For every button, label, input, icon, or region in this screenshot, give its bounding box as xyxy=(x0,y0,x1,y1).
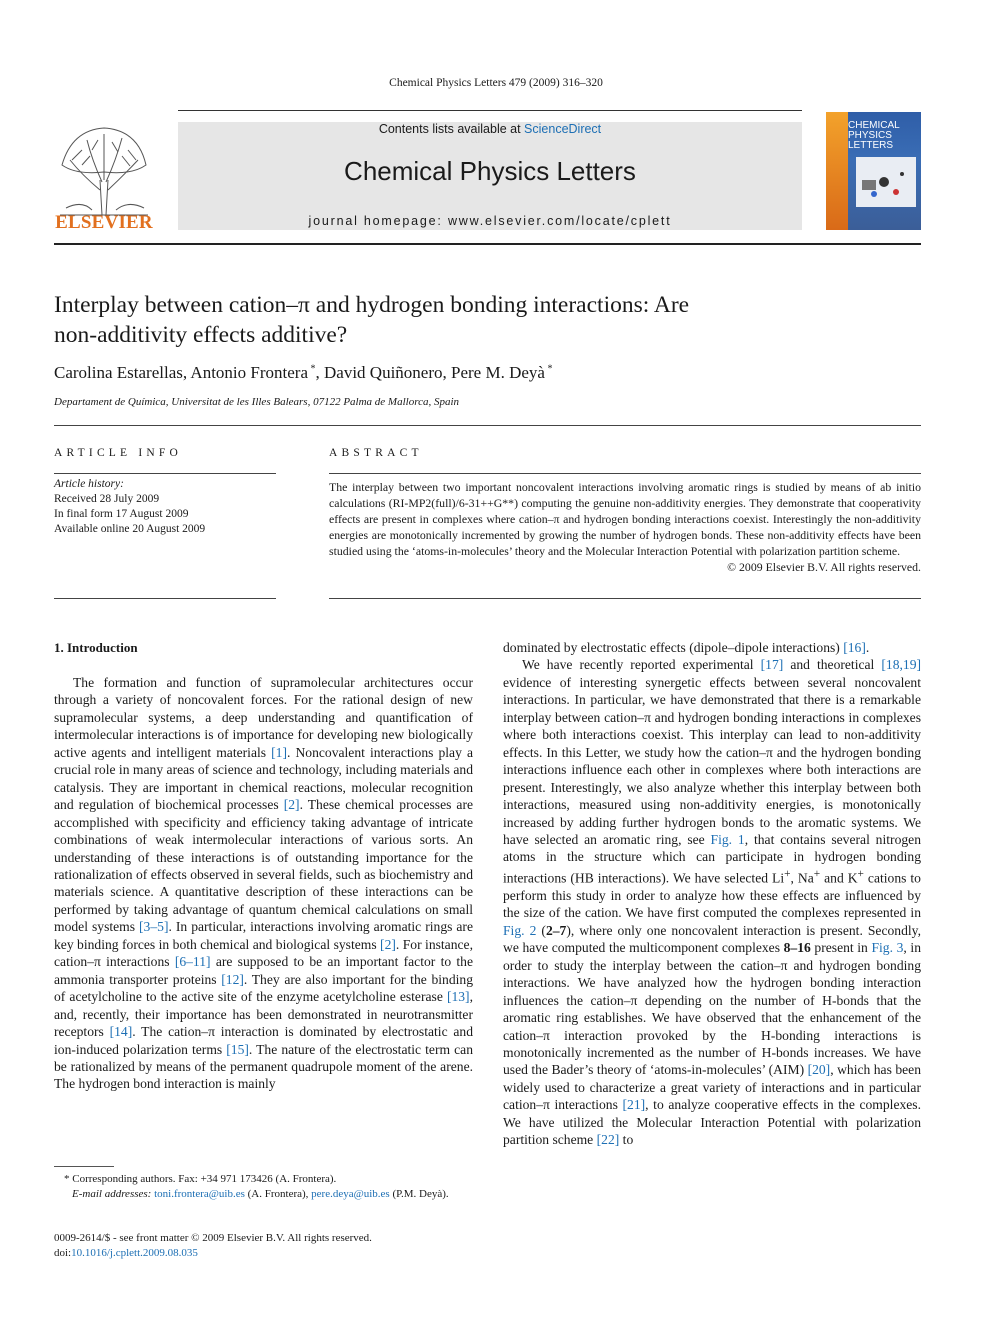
superscript: + xyxy=(857,867,864,880)
abstract-copyright: © 2009 Elsevier B.V. All rights reserved. xyxy=(727,560,921,574)
body-column-right xyxy=(503,639,921,1149)
paragraph xyxy=(54,674,473,1093)
figure-link[interactable]: Fig. 3 xyxy=(871,940,904,956)
contents-line xyxy=(178,122,802,136)
received-date: Received 28 July 2009 xyxy=(54,493,160,505)
paragraph xyxy=(503,639,921,656)
email-note xyxy=(54,1187,473,1202)
sciencedirect-link[interactable]: ScienceDirect xyxy=(524,122,602,136)
text-run: , which has been widely used to characterize a great variety of interactions and in particular cation–π interactions xyxy=(503,1062,921,1113)
email-link[interactable]: toni.frontera@uib.es xyxy=(154,1188,245,1200)
citation-link[interactable]: [14] xyxy=(109,1024,133,1040)
text-run: . Noncovalent interactions play a crucial role in many areas of science and technology, including materials and catalysis. They are important in chemical reactions, molecular recognition and regulation of biochemical processes xyxy=(54,744,473,813)
cover-title xyxy=(848,121,900,151)
cover-title-line: CHEMICAL xyxy=(848,120,900,131)
history-label: Article history: xyxy=(54,478,124,490)
text-run: , in order to study the interplay between the cation–π and hydrogen bonding interactions. We have analyzed how the hydrogen bonding interaction influences the cation–π depending on the number of H-bonds that the aromatic ring establishes. We have observed that the enhancement of the cation–π interaction provoked by the H-bonding interactions is monotonically incremented as the number of H-bonds increases. We have used the Bader’s theory of ‘atoms-in-molecules’ (AIM) xyxy=(503,940,922,1078)
doi-link[interactable]: 10.1016/j.cplett.2009.08.035 xyxy=(71,1247,198,1259)
text-run: . The nature of the electrostatic term can be rationalized by means of the permanent quadrupole moment of the arene. The hydrogen bond interaction is mainly xyxy=(54,1041,473,1092)
authors-part: , David Quiñonero, Pere M. Deyà xyxy=(315,363,545,382)
article-info-heading: ARTICLE INFO xyxy=(54,447,182,459)
text-run: . xyxy=(865,640,870,655)
abstract-body xyxy=(329,479,921,575)
text-run: , and, recently, their importance has been demonstrated in neurotransmitter receptors xyxy=(54,989,473,1040)
citation-link[interactable]: [13] xyxy=(446,989,470,1005)
superscript: + xyxy=(813,867,821,880)
title-line: Interplay between cation–π and hydrogen bonding interactions: Are xyxy=(54,292,690,318)
citation-link[interactable]: [22] xyxy=(596,1132,620,1148)
citation-link[interactable]: [3–5] xyxy=(139,919,169,935)
body-column-left xyxy=(54,674,473,1093)
text-run: ( xyxy=(536,922,546,938)
online-date: Available online 20 August 2009 xyxy=(54,523,206,535)
citation-link[interactable]: [12] xyxy=(221,971,244,987)
cover-title-line: PHYSICS xyxy=(848,130,892,141)
corresponding-note: * Corresponding authors. Fax: +34 971 173426 (A. Frontera). xyxy=(64,1173,337,1185)
text-run: evidence of interesting synergetic effects between several noncovalent interactions. In particular, we have demonstrated that there is a remarkable interplay between cation–π and hydrogen bonding interactions in complexes where both interactions coexist. This interplay can lead to non-additivity effects. In this Letter, we study how the cation–π and the hydrogen bonding interactions influence each other in complexes where both interactions are present. Interestingly, we also analyze whether this interplay between both interactions, measured using non-additivity energies, is monotonically increased by adding further hydrogen bonds to the aromatic systems. We have selected an aromatic ring, see xyxy=(503,674,921,847)
issn-line: 0009-2614/$ - see front matter © 2009 Elsevier B.V. All rights reserved. xyxy=(54,1232,372,1244)
footnote-rule xyxy=(54,1166,114,1167)
journal-homepage[interactable]: journal homepage: www.elsevier.com/locate/cplett xyxy=(308,214,672,228)
abstract-heading: ABSTRACT xyxy=(329,447,423,459)
text-run: . These chemical processes are accomplished with specificity and efficiency taking advantage of intricate combinations of weak intermolecular interactions of various sorts. An understanding of these interactions is of outstanding importance for the rationalization of effects observed in several fields, such as biochemistry and materials science. A quantitative description of these interactions can be performed by taking advantage of quantum chemical calculations on small model systems xyxy=(54,797,474,935)
superscript: + xyxy=(784,867,791,880)
contents-prefix: Contents lists available at xyxy=(378,122,525,136)
text-run: (P.M. Deyà). xyxy=(389,1188,449,1200)
citation-link[interactable]: [1] xyxy=(271,744,287,760)
doi-label: doi: xyxy=(54,1247,72,1259)
text-run: . For instance, cation–π interactions xyxy=(54,936,473,970)
divider xyxy=(54,473,276,474)
final-form-date: In final form 17 August 2009 xyxy=(54,508,189,520)
article-title xyxy=(54,290,914,350)
running-header: Chemical Physics Letters 479 (2009) 316–320 xyxy=(389,77,603,89)
text-run: ), where only one noncovalent interaction is present. Secondly, we have computed the multicomponent complexes xyxy=(503,922,921,956)
citation-link[interactable]: [20] xyxy=(807,1062,831,1078)
text-run: cations to perform this study in order to analyze how these effects are influenced by the size of the cation. We have first computed the complexes represented in xyxy=(503,870,921,921)
corresponding-mark[interactable]: * xyxy=(544,363,553,375)
publisher-wordmark: ELSEVIER xyxy=(55,212,153,233)
text-run: and theoretical xyxy=(783,657,882,673)
text-run: dominated by electrostatic effects (dipole–dipole interactions) xyxy=(503,640,844,655)
header-rule-bottom xyxy=(54,243,921,245)
citation-link[interactable]: [16] xyxy=(843,640,866,655)
email-label: E-mail addresses: xyxy=(72,1188,152,1200)
bottom-meta xyxy=(54,1231,554,1261)
text-run: , that contains several nitrogen atoms in the structure which can participate in hydrogen bonding interactions (HB interactions). We have selected Li xyxy=(503,831,921,886)
divider xyxy=(54,425,921,426)
journal-masthead xyxy=(178,122,802,230)
citation-link[interactable]: [17] xyxy=(760,657,784,673)
text-run: and K xyxy=(820,870,858,886)
affiliation: Departament de Química, Universitat de les Illes Balears, 07122 Palma de Mallorca, Spain xyxy=(54,396,460,408)
text-run: . In particular, interactions involving aromatic rings are key binding forces in both chemical and biological systems xyxy=(54,919,473,952)
compound-number: 8–16 xyxy=(783,940,811,956)
citation-link[interactable]: [21] xyxy=(622,1097,646,1113)
footnotes xyxy=(54,1172,473,1202)
text-run: present in xyxy=(810,940,872,956)
doi-line xyxy=(54,1246,554,1261)
title-line: non-additivity effects additive? xyxy=(54,322,348,348)
figure-link[interactable]: Fig. 2 xyxy=(503,922,537,938)
corresponding-mark[interactable]: * xyxy=(308,363,316,375)
text-run: to xyxy=(619,1132,634,1148)
section-heading: 1. Introduction xyxy=(54,640,138,655)
compound-number: 2–7 xyxy=(545,922,567,938)
divider xyxy=(329,473,921,474)
figure-link[interactable]: Fig. 1 xyxy=(710,831,745,847)
citation-link[interactable]: [2] xyxy=(380,936,396,952)
citation-link[interactable]: [2] xyxy=(283,797,300,813)
text-run: We have recently reported experimental xyxy=(522,657,761,673)
text-run: . The cation–π interaction is dominated by electrostatic and ion-induced polarization terms xyxy=(54,1024,474,1057)
text-run: are supposed to be an important factor to the ammonia transporter proteins xyxy=(54,954,474,987)
authors-part: Carolina Estarellas, Antonio Frontera xyxy=(54,363,308,382)
email-link[interactable]: pere.deya@uib.es xyxy=(311,1188,390,1200)
author-list xyxy=(54,363,914,383)
text-run: The formation and function of supramolecular architectures occur through a variety of noncovalent forces. For the rational design of new supramolecular systems, a deep understanding and quantification of intermolecular interactions is of importance for developing new biologically active agents and intelligent materials xyxy=(54,675,473,760)
article-history xyxy=(54,477,276,537)
text-run: (A. Frontera), xyxy=(244,1188,312,1200)
abstract-text: The interplay between two important noncovalent interactions involving aromatic rings is studied by means of ab initio calculations (RI-MP2(full)/6-31++G**) computing the genuine non-additivity energies. They demonstrate that cooperativity effects are present in complexes where cation–π and hydrogen bonding interactions coexist. Interestingly the non-additivity energies are monotonically incremented by growing the number of hydrogen bonds. These non-additivity effects have been studied using the ‘atoms-in-molecules’ theory and the Molecular Interaction Potential with polarization partition scheme. xyxy=(329,480,921,558)
citation-link[interactable]: [15] xyxy=(226,1041,249,1057)
citation-link[interactable]: [6–11] xyxy=(174,954,211,970)
divider xyxy=(329,598,921,599)
journal-title: Chemical Physics Letters xyxy=(344,156,636,186)
header-rule-top xyxy=(178,110,802,111)
text-run: . They are also important for the binding of acetylcholine to the active site of the enzyme acetylcholine esterase xyxy=(54,971,473,1005)
cover-title-line: LETTERS xyxy=(848,140,894,151)
divider xyxy=(54,598,276,599)
cover-strip xyxy=(826,112,848,230)
text-run: , to analyze cooperative effects in the complexes. We have utilized the Molecular Interaction Potential with polarization partition scheme xyxy=(503,1097,921,1148)
paragraph xyxy=(503,656,921,1148)
text-run: , Na xyxy=(790,870,814,886)
citation-link[interactable]: [18,19] xyxy=(881,657,922,673)
